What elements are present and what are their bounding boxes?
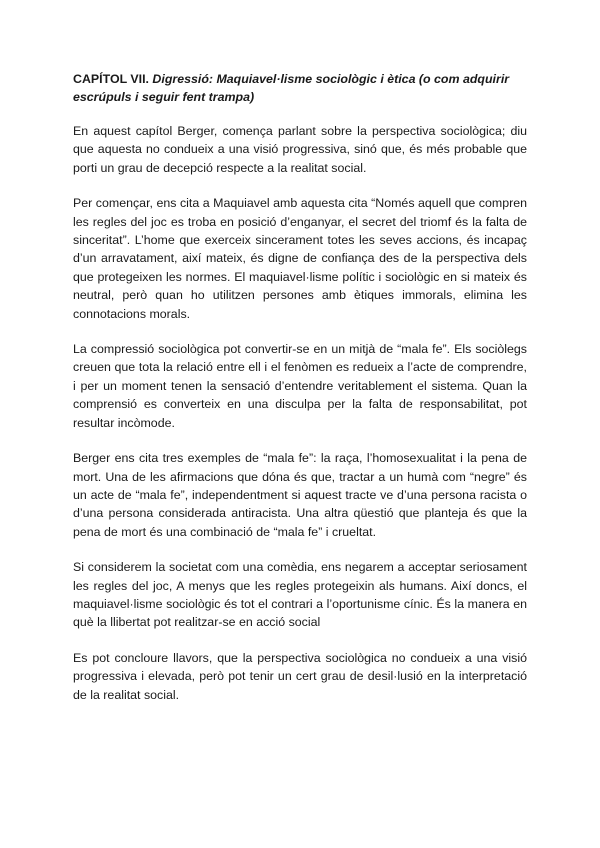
paragraph-examples: Berger ens cita tres exemples de “mala fe”: la raça, l’homosexualitat i la pena de mort. Una de les afirmacions que dóna és que, tractar a un humà com “negre” és un acte de “mala fe”, independentment si aquest tracte ve d’una persona racista o d’una persona considerada antiracista. Una altra qüestió que planteja és que la pena de mort és una combinació de “mala fe” i crueltat. (73, 451, 527, 539)
chapter-number: CAPÍTOL VII. (73, 72, 149, 86)
paragraph-comedia: Si considerem la societat com una comèdia, ens negarem a acceptar seriosament les regles del joc, A menys que les regles protegeixin als humans. Així doncs, el maquiavel·lisme sociològic és tot el contrari a l’oportunisme cínic. És la manera en què la llibertat pot realitzar-se en acció social (73, 560, 527, 630)
paragraph-mala-fe: La compressió sociològica pot convertir-se en un mitjà de “mala fe”. Els sociòlegs creuen que tota la relació entre ell i el fenòmen es redueix a l’acte de comprendre, i per un moment tenen la sensació d’entendre veritablement el sistema. Quan la comprensió es converteix en una disculpa per la falta de responsabilitat, pot resultar incòmode. (73, 342, 527, 430)
chapter-subtitle: Digressió: Maquiavel·lisme sociològic i ètica (o com adquirir escrúpuls i seguir fent trampa) (73, 72, 510, 104)
paragraph-conclusion: Es pot concloure llavors, que la perspectiva sociològica no condueix a una visió progressiva i elevada, però pot tenir un cert grau de desil·lusió en la interpretació de la realitat social. (73, 650, 527, 702)
chapter-heading (73, 70, 527, 106)
document-page (73, 70, 527, 721)
paragraph-intro: En aquest capítol Berger, comença parlant sobre la perspectiva sociològica; diu que aquesta no condueix a una visió progressiva, sinó que, és més probable que porti un grau de decepció respecte a la realitat social. (73, 124, 527, 175)
paragraph-maquiavel: Per començar, ens cita a Maquiavel amb aquesta cita “Només aquell que compren les regles del joc es troba en posició d’enganyar, el secret del triomf és la falta de sinceritat”. L’home que exerceix sincerament totes les seves accions, és incapaç d’un arravatament, així mateix, és digne de confiança des de la perspectiva dels que protegeixen les normes. El maquiavel·lisme polític i sociològic en si mateix és neutral, però quan ho utilitzen persones amb ètiques immorals, elimina les connotacions morals. (73, 196, 527, 321)
